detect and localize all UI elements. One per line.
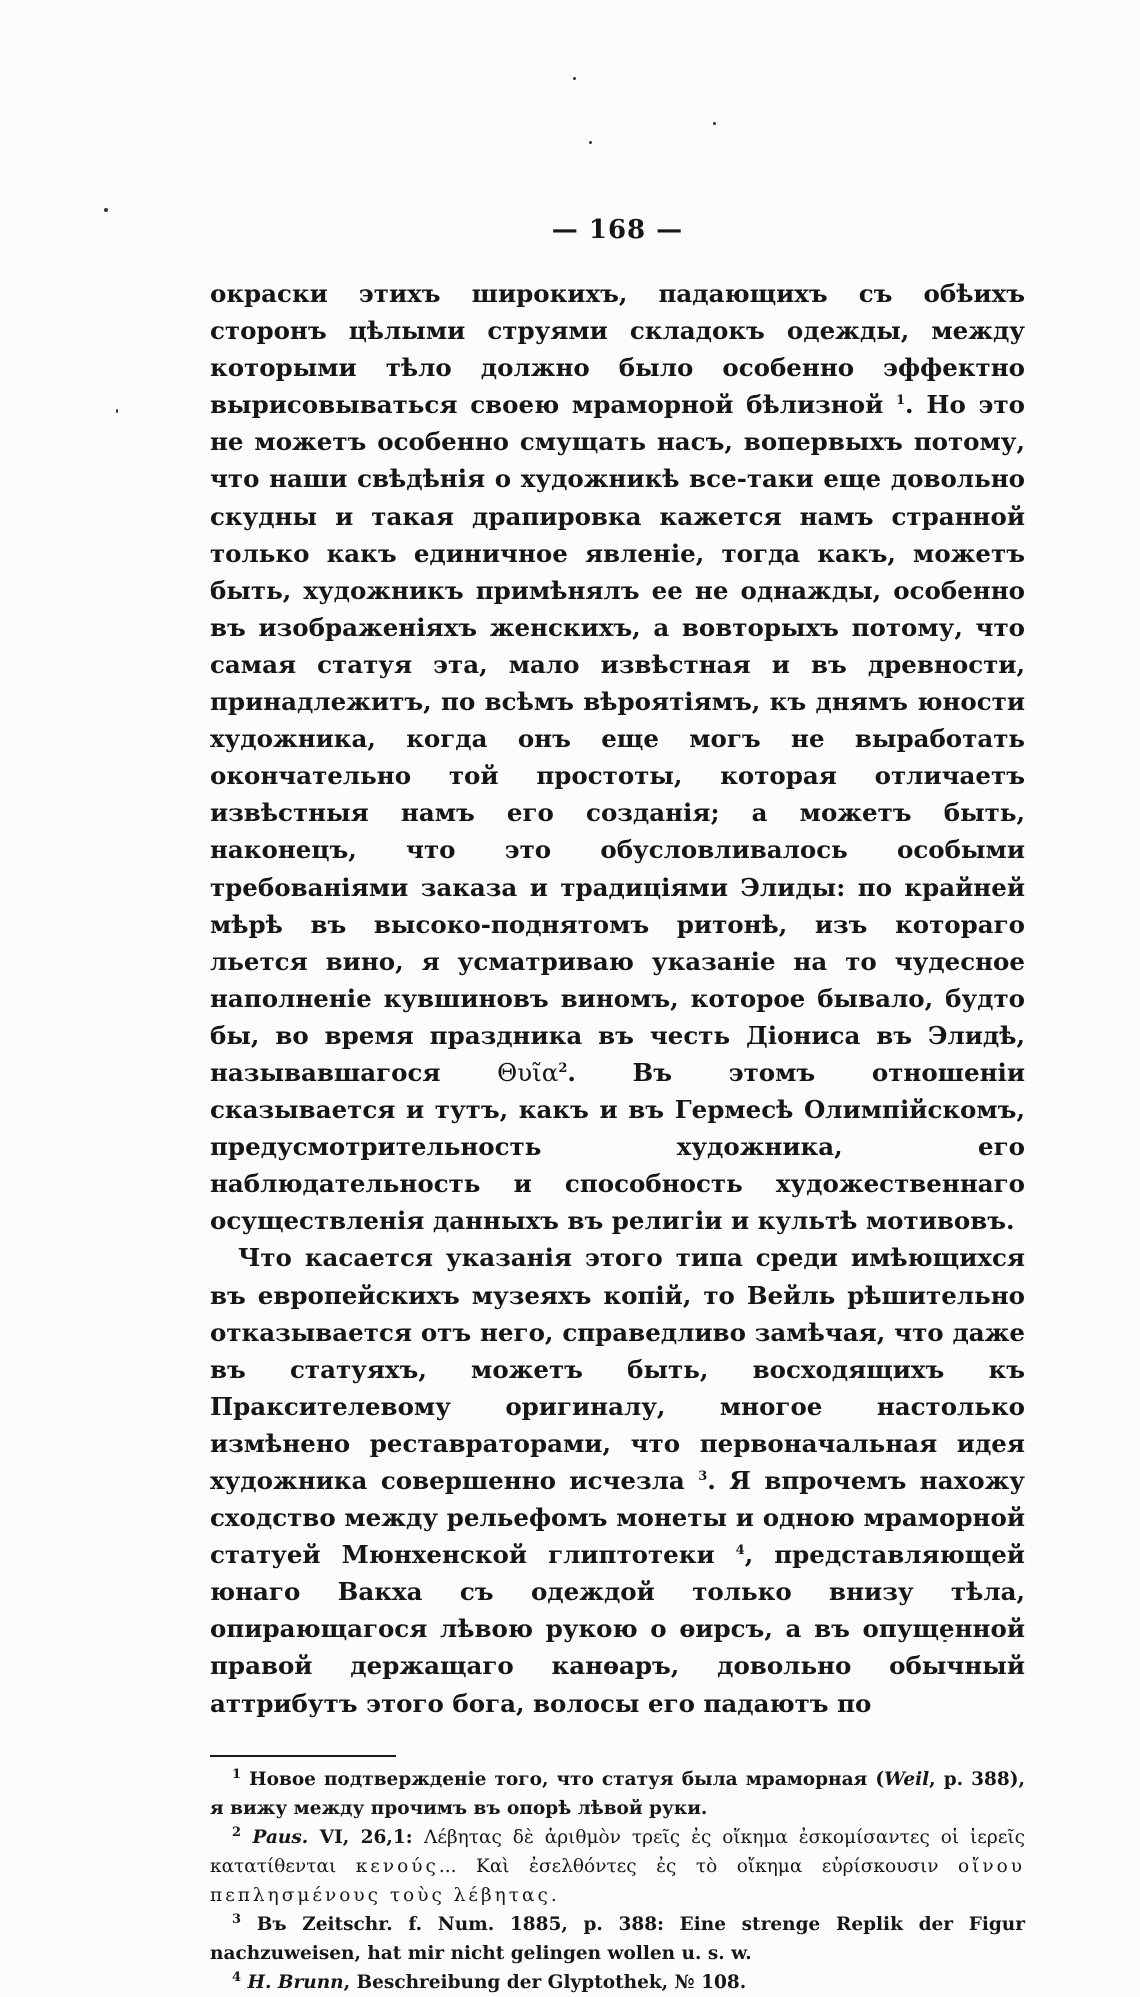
- footnote-source: Paus.: [252, 1826, 309, 1848]
- footnote-text: Въ Zeitschr. f. Num. 1885, p. 388: Eine strenge Replik der Figur nachzuweisen, hat mir nicht gelingen wollen u. s. w.: [210, 1913, 1025, 1964]
- greek-quote-emphasis: κενούς: [355, 1855, 439, 1877]
- footnote-4: [210, 1968, 1025, 1997]
- greek-quote: Λέβητας δὲ ἀριθμὸν τρεῖς ἐς οἴκημα ἐσκομίσαντες οἱ ἱερεῖς κατατίθενται: [210, 1826, 1025, 1877]
- footnote-mark: 2: [232, 1824, 242, 1840]
- scan-speck: [589, 141, 592, 144]
- footnote-author: Weil: [884, 1768, 930, 1790]
- book-page: [210, 210, 1025, 1997]
- footnote-text: Новое подтвержденіе того, что статуя была мраморная (: [249, 1768, 885, 1790]
- footnote-author: H. Brunn: [247, 1971, 344, 1993]
- body-paragraph-2: [210, 1239, 1025, 1721]
- footnote-text: VI, 26,1:: [308, 1826, 425, 1848]
- body-paragraph-1: [210, 275, 1025, 1239]
- paragraph-text: , представляющей юнаго Вакха съ одеждой только внизу тѣла, опирающагося лѣвою рукою о ѳирсъ, а въ опущенной правой держащаго канѳаръ, довольно обычный аттрибутъ этого бога, волосы его падаютъ по: [210, 1540, 1025, 1718]
- footnote-ref: 2: [558, 1060, 568, 1076]
- greek-quote: ... Καὶ ἐσελθόντες ἐς τὸ οἴκημα εὑρίσκουσιν: [438, 1855, 958, 1877]
- footnote-separator: [210, 1755, 396, 1757]
- footnote-text: , Beschreibung der Glyptothek, № 108.: [343, 1971, 747, 1993]
- footnote-mark: 1: [232, 1766, 242, 1782]
- paragraph-text: окраски этихъ широкихъ, падающихъ съ обѣихъ сторонъ цѣлыми струями складокъ одежды, между которыми тѣло должно было особенно эффектно вырисовываться своею мраморной бѣлизной: [210, 279, 1025, 420]
- paragraph-text: . Въ этомъ отношеніи сказывается и тутъ, какъ и въ Гермесѣ Олимпійскомъ, предусмотрительность художника, его наблюдательность и способность художественнаго осуществленія данныхъ въ религіи и культѣ мотивовъ.: [210, 1057, 1026, 1236]
- footnote-2: [210, 1823, 1025, 1910]
- footnote-ref: 3: [698, 1468, 708, 1484]
- paragraph-text: . Я впрочемъ нахожу сходство между рельефомъ монеты и одною мраморной статуей Мюнхенской глиптотеки: [210, 1466, 1025, 1570]
- footnote-1: [210, 1765, 1025, 1823]
- footnote-ref: 4: [735, 1543, 745, 1559]
- greek-quote-emphasis: οἴνου πεπλησμένους τοὺς λέβητας: [210, 1855, 1025, 1906]
- page-number: — 168 —: [551, 215, 684, 245]
- footnotes: [210, 1765, 1025, 1997]
- footnote-mark: 3: [232, 1911, 242, 1927]
- greek-quote: .: [550, 1884, 557, 1906]
- footnote-3: [210, 1910, 1025, 1968]
- footnote-ref: 1: [896, 393, 906, 409]
- paragraph-text: Что касается указанія этого типа среди имѣющихся въ европейскихъ музеяхъ копій, то Вейль рѣшительно отказывается отъ него, справедливо замѣчая, что даже въ статуяхъ, можетъ быть, восходящихъ къ Праксителевому оригиналу, многое настолько измѣнено реставраторами, что первоначальная идея художника совершенно исчезла: [210, 1243, 1025, 1495]
- paragraph-text: . Но это не можетъ особенно смущать насъ, вопервыхъ потому, что наши свѣдѣнія о художникѣ все-таки еще довольно скудны и такая драпировка кажется намъ странной только какъ единичное явленіе, тогда какъ, можетъ быть, художникъ примѣнялъ ее не однажды, особенно въ изображеніяхъ женскихъ, а вовторыхъ потому, что самая статуя эта, мало извѣстная и въ древности, принадлежитъ, по всѣмъ вѣроятіямъ, къ днямъ юности художника, когда онъ еще могъ не выработать окончательно той простоты, которая отличаетъ извѣстныя намъ его созданія; а можетъ быть, наконецъ, что это обусловливалось особыми требованіями заказа и традиціями Элиды: по крайней мѣрѣ въ высоко-поднятомъ ритонѣ, изъ котораго льется вино, я усматриваю указаніе на то чудесное наполненіе кувшиновъ виномъ, которое бывало, будто бы, во время праздника въ честь Діониса въ Элидѣ, называвшагося: [210, 390, 1025, 1087]
- footnote-text: , p. 388), я вижу между прочимъ въ опорѣ лѣвой руки.: [210, 1768, 1025, 1819]
- scan-speck: [713, 122, 716, 125]
- scan-speck: [104, 208, 108, 212]
- greek-word: Θυῖα: [497, 1057, 559, 1087]
- scan-speck: [116, 409, 118, 413]
- footnote-mark: 4: [232, 1969, 242, 1985]
- scan-speck: [573, 77, 576, 80]
